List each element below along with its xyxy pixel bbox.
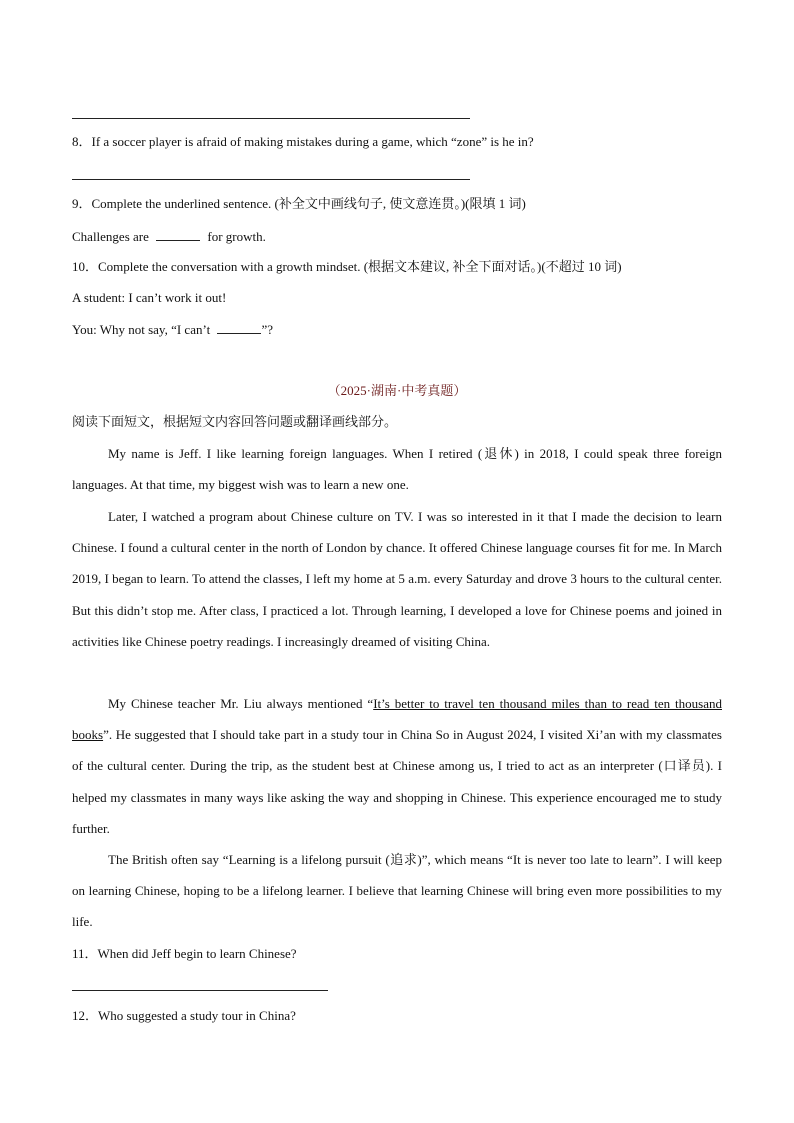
p3-underlined-sentence: It’s better to travel ten thousand miles than to read ten thousand books xyxy=(72,696,722,743)
passage-paragraph-1: My name is Jeff. I like learning foreign languages. When I retired (退休) in 2018, I could speak three foreign languages. At that time, my biggest wish was to learn a new one. xyxy=(72,446,722,493)
q9-blank[interactable] xyxy=(156,228,200,241)
section-source: （2025·湖南·中考真题） xyxy=(327,383,467,398)
q10-you-line xyxy=(72,321,273,338)
question-11: 11．When did Jeff begin to learn Chinese? xyxy=(72,946,297,961)
q9-text-before: Challenges are xyxy=(72,229,149,244)
p3-text-before: My Chinese teacher Mr. Liu always mentioned “ xyxy=(108,696,374,711)
p3-text-after: ”. He suggested that I should take part in a study tour in China So in August 2024, I visited Xi’an with my classmates of the cultural center. During the trip, as the student best at Chinese among us, I tried to act as an interpreter (口译员). I helped my classmates in many ways like asking the way and shopping in Chinese. This experience encouraged me to study further. xyxy=(72,727,722,836)
answer-line-q7 xyxy=(72,118,470,119)
passage-paragraph-3 xyxy=(72,688,722,844)
q10-you-before: You: Why not say, “I can’t xyxy=(72,322,211,337)
question-9-fill-line xyxy=(72,228,266,245)
answer-line-q11 xyxy=(72,990,328,991)
q9-text-after: for growth. xyxy=(207,229,266,244)
question-8: 8．If a soccer player is afraid of making mistakes during a game, which “zone” is he in? xyxy=(72,134,534,149)
q10-you-after: ”? xyxy=(261,322,273,337)
question-12: 12．Who suggested a study tour in China? xyxy=(72,1008,296,1023)
question-10: 10．Complete the conversation with a growth mindset. (根据文本建议, 补全下面对话。)(不超过 10 词) xyxy=(72,259,622,274)
answer-line-q8 xyxy=(72,179,470,180)
passage-paragraph-4: The British often say “Learning is a lifelong pursuit (追求)”, which means “It is never too late to learn”. I will keep on learning Chinese, hoping to be a lifelong learner. I believe that learning Chinese will bring even more possibilities to my life. xyxy=(72,852,722,930)
q10-student-line: A student: I can’t work it out! xyxy=(72,290,227,305)
question-9: 9．Complete the underlined sentence. (补全文中画线句子, 使文意连贯。)(限填 1 词) xyxy=(72,196,526,211)
q10-blank[interactable] xyxy=(217,321,261,334)
passage-paragraph-2: Later, I watched a program about Chinese culture on TV. I was so interested in it that I made the decision to learn Chinese. I found a cultural center in the north of London by chance. It offered Chinese language courses fit for me. In March 2019, I began to learn. To attend the classes, I left my home at 5 a.m. every Saturday and drove 3 hours to the cultural center. But this didn’t stop me. After class, I practiced a lot. Through learning, I developed a love for Chinese poems and joined in activities like Chinese poetry readings. I increasingly dreamed of visiting China. xyxy=(72,509,722,649)
section-instruction: 阅读下面短文，根据短文内容回答问题或翻译画线部分。 xyxy=(72,414,398,429)
